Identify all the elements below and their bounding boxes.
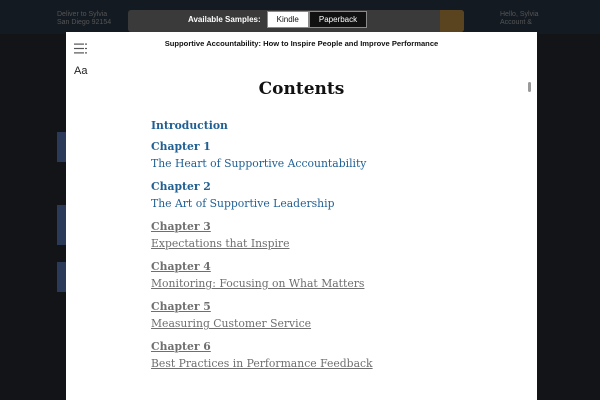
toc-item-chapter-3[interactable]: [151, 220, 481, 260]
list-icon[interactable]: [74, 41, 87, 52]
toc-chapter-label[interactable]: Chapter 3: [151, 220, 211, 233]
toc-chapter-title[interactable]: Expectations that Inspire: [151, 237, 290, 250]
available-samples-label: Available Samples:: [188, 15, 261, 24]
toc-item-chapter-4[interactable]: [151, 260, 481, 300]
toc-chapter-label[interactable]: Chapter 6: [151, 340, 211, 353]
toc-chapter-title[interactable]: Measuring Customer Service: [151, 317, 312, 330]
toc-chapter-label[interactable]: Chapter 5: [151, 300, 211, 313]
toc-chapter-label[interactable]: Chapter 4: [151, 260, 211, 273]
background-banner-strip: [57, 262, 66, 292]
background-banner-strip: [57, 205, 66, 245]
toc-chapter-title[interactable]: The Art of Supportive Leadership: [151, 197, 335, 210]
toc-chapter-title[interactable]: The Heart of Supportive Accountability: [151, 157, 367, 170]
book-title: Supportive Accountability: How to Inspire People and Improve Performance: [164, 39, 439, 48]
toc-chapter-title[interactable]: Monitoring: Focusing on What Matters: [151, 277, 365, 290]
toc-chapter-label[interactable]: Chapter 2: [151, 180, 211, 193]
contents-heading: Contents: [258, 79, 345, 99]
background-banner-strip: [57, 132, 66, 162]
toc-item-chapter-6[interactable]: [151, 340, 481, 380]
table-of-contents: [151, 119, 481, 380]
toc-chapter-title[interactable]: Best Practices in Performance Feedback: [151, 357, 373, 370]
reader-toolbar: [66, 32, 537, 58]
sample-reader: [66, 32, 537, 400]
available-samples-bar: [188, 11, 367, 28]
toc-item-chapter-5[interactable]: [151, 300, 481, 340]
tab-kindle[interactable]: Kindle: [267, 11, 309, 28]
background-deliver-to: Deliver to Sylvia San Diego 92154: [57, 11, 112, 26]
toc-chapter-label[interactable]: Chapter 1: [151, 140, 211, 153]
toc-chapter-label[interactable]: Introduction: [151, 119, 228, 132]
toc-item-chapter-1[interactable]: [151, 140, 481, 180]
tab-paperback[interactable]: Paperback: [309, 11, 367, 28]
toc-item-chapter-2[interactable]: [151, 180, 481, 220]
background-search-button: [440, 10, 464, 32]
font-settings-button[interactable]: Aa: [74, 65, 88, 77]
background-account: Hello, Sylvia Account &: [500, 11, 539, 26]
toc-item-introduction[interactable]: [151, 119, 481, 140]
